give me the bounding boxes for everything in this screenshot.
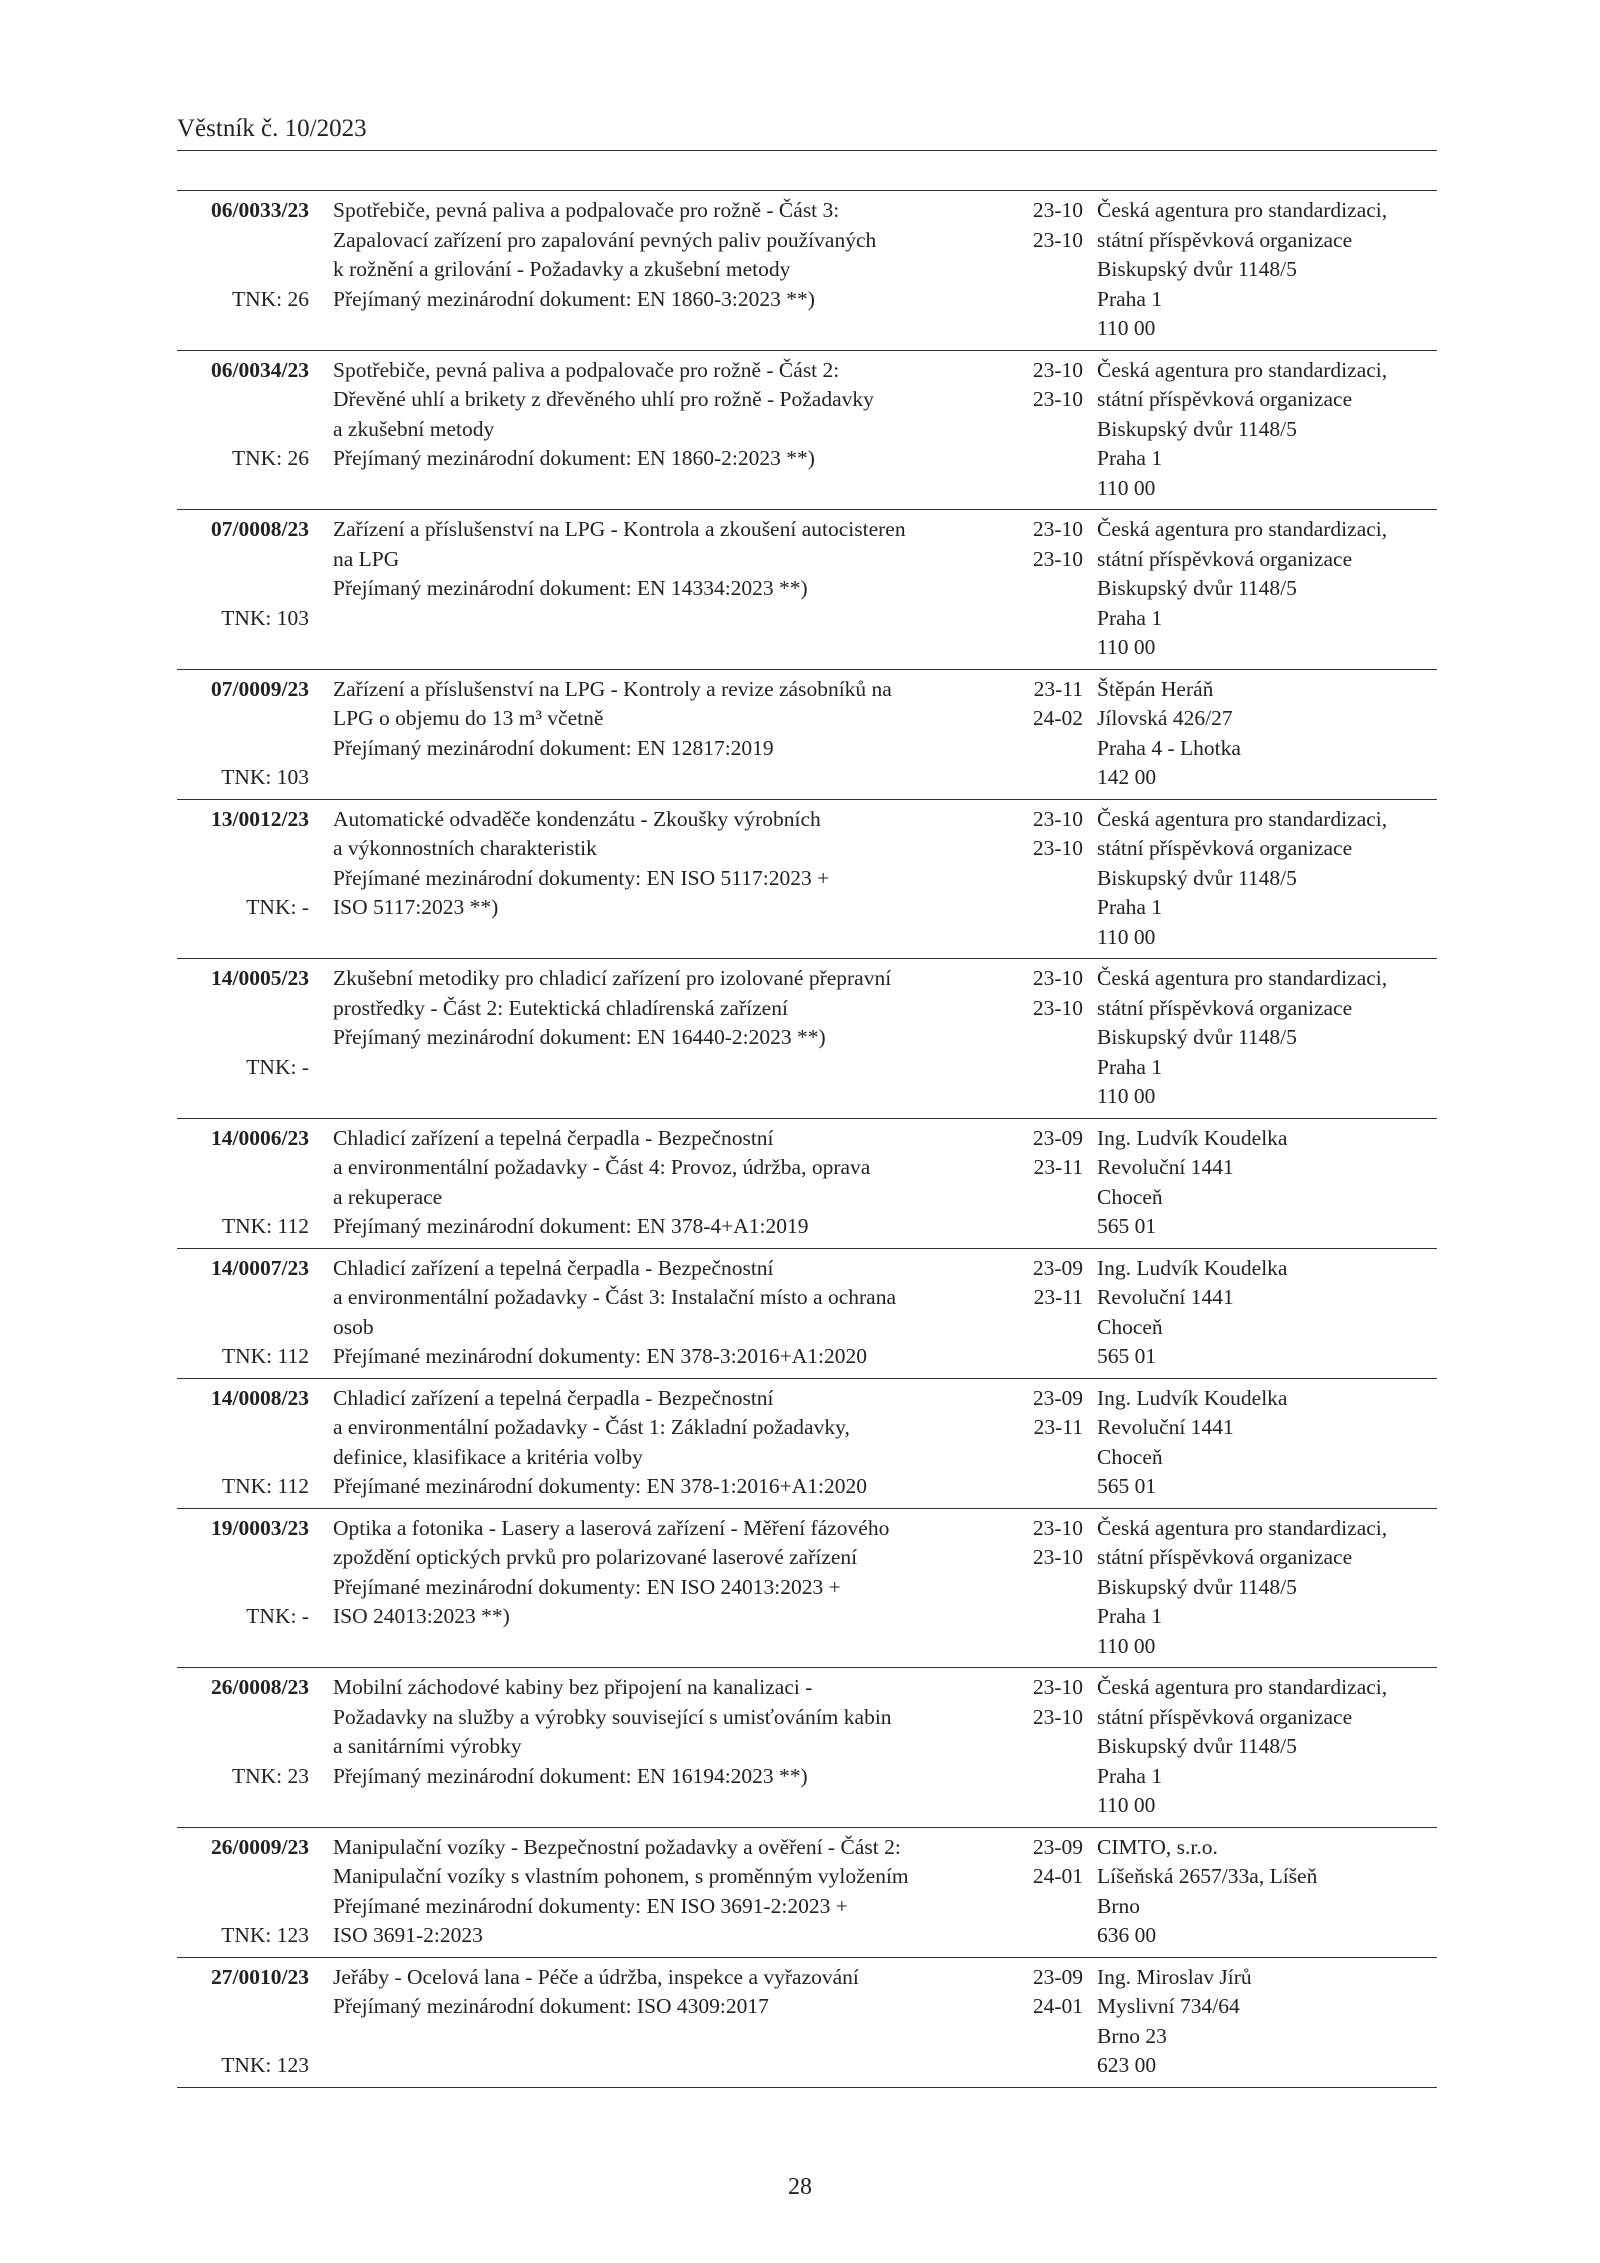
standard-id-cell <box>177 1254 309 1368</box>
standard-id-cell <box>177 1514 309 1628</box>
standard-number: 14/0005/23 <box>211 966 309 990</box>
title-line: a environmentální požadavky - Část 3: Instalační místo a ochrana <box>333 1285 896 1309</box>
date-value: 24-01 <box>1032 1994 1083 2018</box>
date-value: 23-10 <box>1032 546 1083 571</box>
title-line: a environmentální požadavky - Část 4: Provoz, údržba, oprava <box>333 1155 871 1179</box>
address-cell <box>1097 964 1442 1112</box>
address-line: Myslivní 734/64 <box>1097 1994 1240 2018</box>
address-cell <box>1097 1963 1442 2081</box>
dates-cell <box>1003 805 1083 864</box>
standard-title-cell <box>333 356 1001 474</box>
address-line: 110 00 <box>1097 1633 1156 1658</box>
title-line: Přejímaný mezinárodní dokument: EN 1860-2:2023 **) <box>333 446 815 470</box>
address-line: Praha 1 <box>1097 286 1163 311</box>
tnk-label: TNK: - <box>246 1054 309 1079</box>
address-line: Praha 1 <box>1097 1604 1163 1628</box>
standard-id-cell <box>177 1963 309 2077</box>
tnk-label: TNK: 103 <box>221 765 309 789</box>
tnk-label: TNK: 26 <box>231 446 309 470</box>
address-line: Biskupský dvůr 1148/5 <box>1097 576 1297 600</box>
date-value: 23-10 <box>1032 1515 1083 1540</box>
address-line: státní příspěvková organizace <box>1097 1545 1353 1569</box>
date-value: 23-10 <box>1032 1545 1083 1569</box>
title-line: a zkušební metody <box>333 416 495 441</box>
address-line: Brno <box>1097 1893 1140 1918</box>
title-line: Přejímané mezinárodní dokumenty: EN ISO 5117:2023 + <box>333 865 830 890</box>
address-line: státní příspěvková organizace <box>1097 227 1353 252</box>
standard-title-cell <box>333 1833 1001 1951</box>
address-line: Jílovská 426/27 <box>1097 706 1233 730</box>
page-header <box>177 112 1437 151</box>
tnk-label: TNK: 112 <box>222 1214 309 1238</box>
title-line: Přejímané mezinárodní dokumenty: EN ISO 24013:2023 + <box>333 1574 841 1599</box>
address-line: Ing. Miroslav Jírů <box>1097 1964 1252 1989</box>
address-cell <box>1097 196 1442 344</box>
standard-title-cell <box>333 1514 1001 1632</box>
date-value: 23-10 <box>1032 1675 1083 1699</box>
address-line: 142 00 <box>1097 765 1157 789</box>
address-cell <box>1097 1514 1442 1662</box>
standard-id-cell <box>177 1833 309 1947</box>
standard-number: 19/0003/23 <box>211 1515 309 1540</box>
standard-id-cell <box>177 1384 309 1498</box>
address-line: 623 00 <box>1097 2053 1157 2077</box>
address-line: Biskupský dvůr 1148/5 <box>1097 1574 1297 1599</box>
address-line: 110 00 <box>1097 1084 1156 1108</box>
standard-title-cell <box>333 1124 1001 1242</box>
title-line: Zařízení a příslušenství na LPG - Kontroly a revize zásobníků na <box>333 676 892 701</box>
address-line: Praha 1 <box>1097 605 1163 630</box>
address-line: Praha 1 <box>1097 1763 1163 1788</box>
title-line: Zařízení a příslušenství na LPG - Kontrola a zkoušení autocisteren <box>333 517 906 541</box>
address-line: Biskupský dvůr 1148/5 <box>1097 1734 1297 1758</box>
table-row <box>177 800 1437 960</box>
date-value: 23-10 <box>1032 387 1083 411</box>
address-line: 636 00 <box>1097 1923 1157 1947</box>
address-line: Česká agentura pro standardizaci, <box>1097 198 1388 222</box>
dates-cell <box>1003 196 1083 255</box>
title-line: Přejímané mezinárodní dokumenty: EN 378-1:2016+A1:2020 <box>333 1474 868 1498</box>
address-cell <box>1097 805 1442 953</box>
title-line: Mobilní záchodové kabiny bez připojení na kanalizaci - <box>333 1675 813 1699</box>
address-line: Choceň <box>1097 1444 1163 1469</box>
title-line: Požadavky na služby a výrobky související s umisťováním kabin <box>333 1704 892 1729</box>
title-line: Spotřebiče, pevná paliva a podpalovače pro rožně - Část 2: <box>333 357 840 382</box>
standard-id-cell <box>177 196 309 311</box>
title-line: Přejímané mezinárodní dokumenty: EN 378-3:2016+A1:2020 <box>333 1344 868 1368</box>
standard-number: 06/0034/23 <box>211 357 309 382</box>
table-row <box>177 1379 1437 1509</box>
title-line: Přejímaný mezinárodní dokument: ISO 4309:2017 <box>333 1994 769 2018</box>
address-line: 110 00 <box>1097 924 1156 949</box>
title-line: a rekuperace <box>333 1184 443 1209</box>
date-value: 23-10 <box>1032 227 1083 252</box>
address-line: Choceň <box>1097 1314 1163 1339</box>
dates-cell <box>1003 1124 1083 1183</box>
title-line: Jeřáby - Ocelová lana - Péče a údržba, inspekce a vyřazování <box>333 1964 859 1989</box>
standard-number: 14/0007/23 <box>211 1255 309 1280</box>
table-row <box>177 510 1437 670</box>
date-value: 23-10 <box>1032 517 1083 541</box>
standard-number: 27/0010/23 <box>211 1964 309 1989</box>
address-line: Biskupský dvůr 1148/5 <box>1097 257 1297 281</box>
standard-number: 07/0008/23 <box>211 517 309 541</box>
standard-id-cell <box>177 675 309 789</box>
dates-cell <box>1003 964 1083 1023</box>
standard-id-cell <box>177 1673 309 1788</box>
standard-id-cell <box>177 1124 309 1238</box>
dates-cell <box>1003 1384 1083 1443</box>
address-cell <box>1097 1384 1442 1502</box>
standards-table <box>177 190 1437 2088</box>
title-line: Chladicí zařízení a tepelná čerpadla - Bezpečnostní <box>333 1255 774 1280</box>
address-line: 110 00 <box>1097 316 1156 340</box>
standard-title-cell <box>333 1673 1001 1791</box>
address-line: Praha 4 - Lhotka <box>1097 735 1241 760</box>
standard-title-cell <box>333 1963 1001 2022</box>
standard-number: 26/0009/23 <box>211 1834 309 1859</box>
title-line: zpoždění optických prvků pro polarizované laserové zařízení <box>333 1545 858 1569</box>
dates-cell <box>1003 1833 1083 1892</box>
date-value: 23-10 <box>1032 836 1083 860</box>
title-line: Přejímaný mezinárodní dokument: EN 16440-2:2023 **) <box>333 1025 826 1049</box>
address-line: Biskupský dvůr 1148/5 <box>1097 416 1297 441</box>
address-cell <box>1097 1833 1442 1951</box>
table-row <box>177 1119 1437 1249</box>
dates-cell <box>1003 1673 1083 1732</box>
dates-cell <box>1003 1963 1083 2022</box>
address-line: 565 01 <box>1097 1344 1157 1368</box>
address-cell <box>1097 356 1442 504</box>
date-value: 23-10 <box>1032 1704 1083 1729</box>
address-line: Líšeňská 2657/33a, Líšeň <box>1097 1864 1318 1888</box>
title-line: Přejímaný mezinárodní dokument: EN 14334:2023 **) <box>333 576 808 600</box>
table-row <box>177 351 1437 511</box>
date-value: 23-09 <box>1032 1964 1083 1989</box>
title-line: Přejímaný mezinárodní dokument: EN 378-4+A1:2019 <box>333 1214 809 1238</box>
address-line: státní příspěvková organizace <box>1097 995 1353 1020</box>
address-line: Revoluční 1441 <box>1097 1285 1234 1309</box>
title-line: Chladicí zařízení a tepelná čerpadla - Bezpečnostní <box>333 1125 774 1150</box>
title-line: Manipulační vozíky s vlastním pohonem, s proměnným vyložením <box>333 1864 909 1888</box>
address-cell <box>1097 515 1442 663</box>
date-value: 24-01 <box>1032 1864 1083 1888</box>
standard-title-cell <box>333 515 1001 604</box>
table-row <box>177 959 1437 1119</box>
date-value: 23-09 <box>1032 1255 1083 1280</box>
tnk-label: TNK: 112 <box>222 1474 309 1498</box>
tnk-label: TNK: - <box>246 1604 309 1628</box>
date-value: 23-10 <box>1032 198 1083 222</box>
address-line: Česká agentura pro standardizaci, <box>1097 1515 1388 1540</box>
dates-cell <box>1003 515 1083 574</box>
table-row <box>177 1958 1437 2088</box>
address-line: Česká agentura pro standardizaci, <box>1097 357 1388 382</box>
date-value: 23-10 <box>1032 357 1083 382</box>
address-line: Štěpán Heráň <box>1097 676 1214 701</box>
tnk-label: TNK: 112 <box>222 1344 309 1368</box>
standard-id-cell <box>177 356 309 470</box>
tnk-label: TNK: 26 <box>231 286 309 311</box>
table-row <box>177 1828 1437 1958</box>
standard-title-cell <box>333 805 1001 923</box>
date-value: 23-09 <box>1032 1125 1083 1150</box>
address-cell <box>1097 1673 1442 1821</box>
address-line: Praha 1 <box>1097 446 1163 470</box>
date-value: 23-11 <box>1033 1415 1083 1439</box>
date-value: 23-11 <box>1033 1155 1083 1179</box>
address-line: Revoluční 1441 <box>1097 1415 1234 1439</box>
title-line: ISO 5117:2023 **) <box>333 895 499 919</box>
address-line: Česká agentura pro standardizaci, <box>1097 1675 1388 1699</box>
address-line: 110 00 <box>1097 1793 1156 1817</box>
tnk-label: TNK: 123 <box>221 2053 309 2077</box>
standard-number: 07/0009/23 <box>211 676 309 701</box>
table-row <box>177 1249 1437 1379</box>
address-cell <box>1097 1124 1442 1242</box>
title-line: ISO 24013:2023 **) <box>333 1604 510 1628</box>
address-line: 110 00 <box>1097 475 1156 500</box>
title-line: Zkušební metodiky pro chladicí zařízení pro izolované přepravní <box>333 966 892 990</box>
address-line: Česká agentura pro standardizaci, <box>1097 966 1388 990</box>
address-line: Choceň <box>1097 1184 1163 1209</box>
address-line: 565 01 <box>1097 1474 1157 1498</box>
title-line: Automatické odvaděče kondenzátu - Zkoušky výrobních <box>333 806 821 831</box>
address-line: Česká agentura pro standardizaci, <box>1097 517 1388 541</box>
title-line: a sanitárními výrobky <box>333 1734 522 1758</box>
standard-title-cell <box>333 196 1001 314</box>
dates-cell <box>1003 1254 1083 1313</box>
date-value: 23-10 <box>1032 995 1083 1020</box>
table-row <box>177 191 1437 351</box>
tnk-label: TNK: - <box>246 895 309 919</box>
date-value: 23-10 <box>1032 806 1083 831</box>
address-line: státní příspěvková organizace <box>1097 387 1353 411</box>
title-line: a výkonnostních charakteristik <box>333 836 597 860</box>
title-line: Zapalovací zařízení pro zapalování pevných paliv používaných <box>333 227 877 252</box>
standard-id-cell <box>177 515 309 630</box>
dates-cell <box>1003 1514 1083 1573</box>
title-line: a environmentální požadavky - Část 1: Základní požadavky, <box>333 1415 850 1439</box>
page-number: 28 <box>788 2174 812 2200</box>
table-row <box>177 1668 1437 1828</box>
address-line: Ing. Ludvík Koudelka <box>1097 1255 1288 1280</box>
tnk-label: TNK: 103 <box>221 605 309 630</box>
title-line: na LPG <box>333 546 400 571</box>
address-line: Brno 23 <box>1097 2023 1167 2048</box>
title-line: LPG o objemu do 13 m³ včetně <box>333 706 604 730</box>
title-line: k rožnění a grilování - Požadavky a zkušební metody <box>333 257 791 281</box>
standard-number: 13/0012/23 <box>211 806 309 831</box>
address-line: Praha 1 <box>1097 895 1163 919</box>
address-line: 110 00 <box>1097 635 1156 659</box>
title-line: Optika a fotonika - Lasery a laserová zařízení - Měření fázového <box>333 1515 890 1540</box>
standard-number: 14/0006/23 <box>211 1125 309 1150</box>
title-line: Dřevěné uhlí a brikety z dřevěného uhlí pro rožně - Požadavky <box>333 387 874 411</box>
date-value: 23-09 <box>1032 1385 1083 1410</box>
title-line: Přejímaný mezinárodní dokument: EN 1860-3:2023 **) <box>333 286 815 311</box>
address-line: CIMTO, s.r.o. <box>1097 1834 1218 1859</box>
title-line: Manipulační vozíky - Bezpečnostní požadavky a ověření - Část 2: <box>333 1834 901 1859</box>
standard-title-cell <box>333 1254 1001 1372</box>
standard-id-cell <box>177 964 309 1079</box>
address-line: Biskupský dvůr 1148/5 <box>1097 865 1297 890</box>
standard-number: 06/0033/23 <box>211 198 309 222</box>
standard-id-cell <box>177 805 309 919</box>
standard-title-cell <box>333 964 1001 1053</box>
dates-cell <box>1003 675 1083 734</box>
address-line: 565 01 <box>1097 1214 1157 1238</box>
title-line: prostředky - Část 2: Eutektická chladírenská zařízení <box>333 995 788 1020</box>
standard-number: 26/0008/23 <box>211 1675 309 1699</box>
address-line: státní příspěvková organizace <box>1097 1704 1353 1729</box>
date-value: 23-10 <box>1032 966 1083 990</box>
date-value: 24-02 <box>1032 706 1083 730</box>
address-line: Ing. Ludvík Koudelka <box>1097 1385 1288 1410</box>
address-line: státní příspěvková organizace <box>1097 546 1353 571</box>
title-line: Přejímaný mezinárodní dokument: EN 16194:2023 **) <box>333 1763 808 1788</box>
table-row <box>177 670 1437 800</box>
tnk-label: TNK: 123 <box>221 1923 309 1947</box>
address-cell <box>1097 675 1442 793</box>
address-cell <box>1097 1254 1442 1372</box>
title-line: osob <box>333 1314 374 1339</box>
address-line: Praha 1 <box>1097 1054 1163 1079</box>
standard-number: 14/0008/23 <box>211 1385 309 1410</box>
address-line: Česká agentura pro standardizaci, <box>1097 806 1388 831</box>
table-row <box>177 1509 1437 1669</box>
title-line: Přejímané mezinárodní dokumenty: EN ISO 3691-2:2023 + <box>333 1893 848 1918</box>
title-line: Chladicí zařízení a tepelná čerpadla - Bezpečnostní <box>333 1385 774 1410</box>
title-line: Spotřebiče, pevná paliva a podpalovače pro rožně - Část 3: <box>333 198 840 222</box>
standard-title-cell <box>333 675 1001 764</box>
title-line: definice, klasifikace a kritéria volby <box>333 1444 643 1469</box>
address-line: Biskupský dvůr 1148/5 <box>1097 1025 1297 1049</box>
dates-cell <box>1003 356 1083 415</box>
tnk-label: TNK: 23 <box>231 1763 309 1788</box>
address-line: Revoluční 1441 <box>1097 1155 1234 1179</box>
date-value: 23-11 <box>1033 1285 1083 1309</box>
standard-title-cell <box>333 1384 1001 1502</box>
date-value: 23-09 <box>1032 1834 1083 1859</box>
title-line: Přejímaný mezinárodní dokument: EN 12817:2019 <box>333 735 774 760</box>
journal-title: Věstník č. 10/2023 <box>177 115 367 142</box>
date-value: 23-11 <box>1033 676 1083 701</box>
address-line: Ing. Ludvík Koudelka <box>1097 1125 1288 1150</box>
title-line: ISO 3691-2:2023 <box>333 1923 483 1947</box>
address-line: státní příspěvková organizace <box>1097 836 1353 860</box>
